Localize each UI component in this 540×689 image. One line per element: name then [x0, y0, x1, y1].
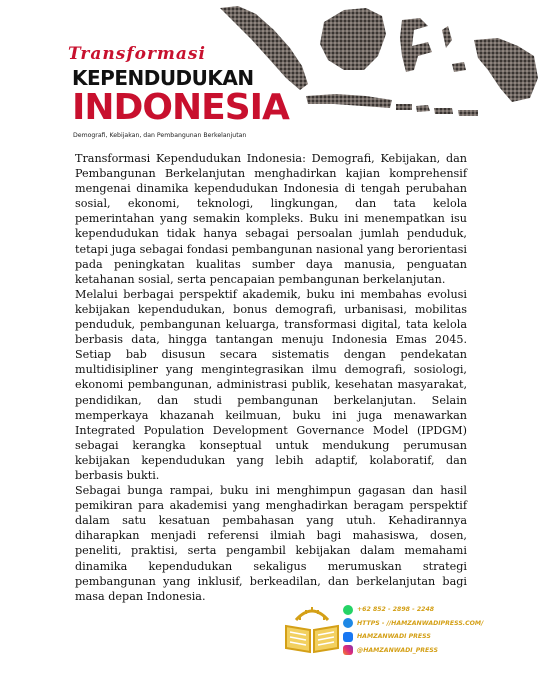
- facebook-icon: [343, 632, 353, 642]
- contact-instagram[interactable]: [343, 644, 533, 657]
- publisher-book-logo: [282, 600, 342, 660]
- contact-facebook[interactable]: [343, 630, 533, 643]
- contact-website[interactable]: [343, 617, 533, 630]
- contact-facebook-text: HAMZANWADI PRESS: [357, 633, 431, 640]
- contact-phone-text: +62 852 - 2898 - 2248: [357, 606, 435, 613]
- description-paragraph-2: Melalui berbagai perspektif akademik, buku ini membahas evolusi kebijakan kependudukan, bonus demografi, urbanisasi, mobilitas penduduk, pembangunan keluarga, transformasi digital, tata kelola berbasis data, hingga tantangan menuju Indonesia Emas 2045. Setiap bab disusun secara sistematis dengan pendekatan multidisipliner yang mengintegrasikan ilmu demografi, sosiologi, ekonomi pembangunan, administrasi publik, kesehatan masyarakat, pendidikan, dan studi pembangunan berkelanjutan. Selain memperkaya khazanah keilmuan, buku ini juga menawarkan Integrated Population Development Governance Model (IPDGM) sebagai kerangka konseptual untuk mendukung perumusan kebijakan kependudukan yang lebih adaptif, kolaboratif, dan berbasis bukti.: [75, 287, 467, 482]
- contact-phone[interactable]: [343, 603, 533, 616]
- instagram-icon: [343, 645, 353, 655]
- contact-instagram-text: @HAMZANWADI_PRESS: [357, 646, 438, 654]
- title-indonesia: INDONESIA: [72, 87, 289, 128]
- globe-icon: [343, 618, 353, 628]
- description-paragraph-1: Transformasi Kependudukan Indonesia: Demografi, Kebijakan, dan Pembangunan Berkelanjutan menghadirkan kajian komprehensif mengenai dinamika kependudukan Indonesia di tengah perubahan sosial, ekonomi, teknologi, lingkungan, dan tata kelola pemerintahan yang semakin kompleks. Buku ini menempatkan isu kependudukan tidak hanya sebagai persoalan jumlah penduduk, tetapi juga sebagai fondasi pembangunan nasional yang berorientasi pada peningkatan kualitas sumber daya manusia, penguatan ketahanan sosial, serta pencapaian pembangunan berkelanjutan.: [75, 152, 467, 286]
- title-script-transformasi: Transformasi: [68, 44, 206, 64]
- contact-website-text: HTTPS - //HAMZANWADIPRESS.COM/: [357, 619, 484, 627]
- publisher-contacts: [343, 603, 533, 657]
- whatsapp-icon: [343, 605, 353, 615]
- title-subtitle: Demografi, Kebijakan, dan Pembangunan Berkelanjutan: [73, 132, 247, 139]
- description-paragraph-3: Sebagai bunga rampai, buku ini menghimpun gagasan dan hasil pemikiran para akademisi yang menghadirkan beragam perspektif dalam satu kesatuan pembahasan yang utuh. Kehadirannya diharapkan menjadi referensi ilmiah bagi mahasiswa, dosen, peneliti, praktisi, serta pengambil kebijakan dalam memahami dinamika kependudukan sekaligus merumuskan strategi pembangunan yang inklusif, berkeadilan, dan berkelanjutan bagi masa depan Indonesia.: [75, 484, 467, 603]
- title-kependudukan: KEPENDUDUKAN: [72, 66, 254, 90]
- book-description: [75, 151, 467, 604]
